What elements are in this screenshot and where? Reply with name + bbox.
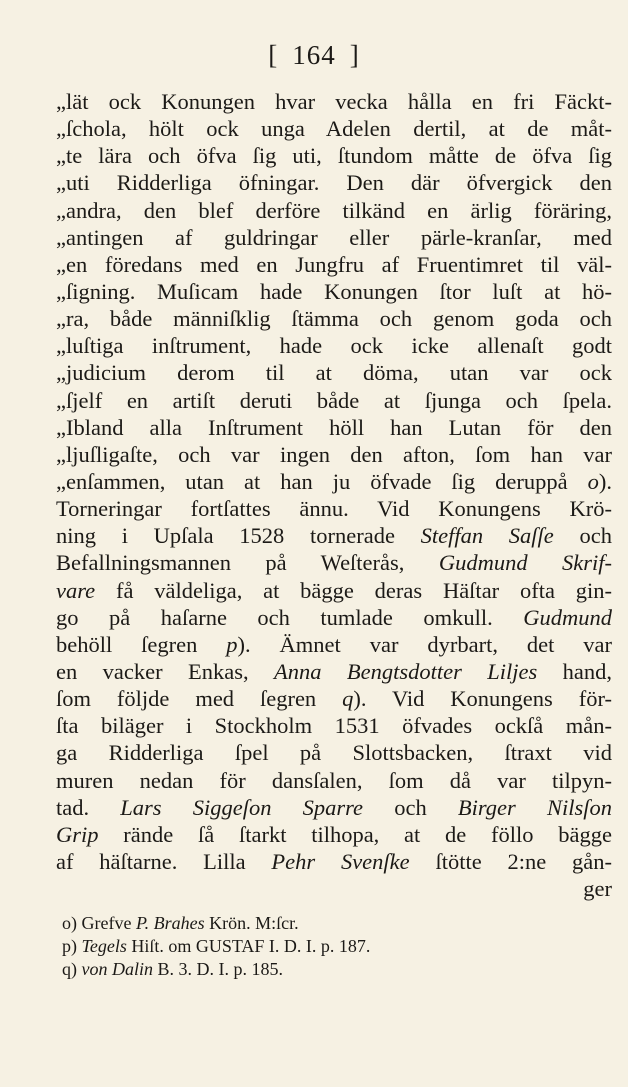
text-line xyxy=(56,142,612,169)
text-run: „ſigning. Muſicam hade Konungen ſtor luſt at hö- xyxy=(56,278,612,304)
text-run: ſta biläger i Stockholm 1531 öfvades ockſå mån- xyxy=(56,713,612,739)
text-run: B. 3. D. I. p. 185. xyxy=(153,959,283,979)
italic-text: Grip xyxy=(56,821,99,847)
text-run: ). Vid Konungens för- xyxy=(353,686,612,712)
text-line xyxy=(56,278,612,305)
page-number: 164 xyxy=(292,40,336,70)
text-run: „uti Ridderliga öfningar. Den där öfvergick den xyxy=(56,170,612,196)
italic-text: Gudmund Skrif- xyxy=(438,550,612,576)
text-line xyxy=(56,495,612,522)
text-run: ger xyxy=(583,876,612,902)
text-run: ning i Upſala 1528 tornerade xyxy=(56,523,421,549)
text-run: p) xyxy=(62,936,82,956)
text-line xyxy=(56,305,612,332)
text-line xyxy=(56,359,612,386)
italic-text: q xyxy=(342,686,354,712)
text-run: „ra, både männiſklig ſtämma och genom goda och xyxy=(56,306,612,332)
footnotes xyxy=(62,912,602,981)
left-bracket: [ xyxy=(268,40,279,70)
text-line xyxy=(56,197,612,224)
text-run: „ſjelf en artiſt deruti både at ſjunga och ſpela. xyxy=(56,387,612,413)
text-line xyxy=(56,739,612,766)
text-line xyxy=(56,685,612,712)
text-run: „ſchola, hölt ock unga Adelen dertil, at de måt- xyxy=(56,116,612,142)
text-run: Hiſt. om GUSTAF I. D. I. p. 187. xyxy=(126,936,371,956)
text-line xyxy=(56,387,612,414)
text-run: „andra, den blef derföre tilkänd en ärlig föräring, xyxy=(56,197,612,223)
text-line xyxy=(56,414,612,441)
italic-text: vare xyxy=(56,577,96,603)
text-run: ſom följde med ſegren xyxy=(56,686,343,712)
italic-text: P. Brahes xyxy=(135,913,205,933)
text-line xyxy=(56,848,612,875)
text-run: ga Ridderliga ſpel på Slottsbacken, ſtraxt vid xyxy=(56,740,612,766)
text-run: ſtötte 2:ne gån- xyxy=(409,848,612,874)
text-line xyxy=(56,224,612,251)
text-run: Krön. M:ſcr. xyxy=(204,913,299,933)
text-run: muren nedan för dansſalen, ſom då var tilpyn- xyxy=(56,767,612,793)
text-line xyxy=(56,875,612,902)
italic-text: p xyxy=(226,631,238,657)
text-run: „en föredans med en Jungfru af Fruentimret til väl- xyxy=(56,251,612,277)
text-run: ). xyxy=(598,468,612,494)
italic-text: Lars Siggeſon Sparre xyxy=(120,794,364,820)
italic-text: Pehr Svenſke xyxy=(271,848,410,874)
text-line xyxy=(56,549,612,576)
text-run: hand, xyxy=(537,658,612,684)
text-run: Torneringar fortſattes ännu. Vid Konungens Krö- xyxy=(56,496,612,522)
text-line xyxy=(56,468,612,495)
text-line xyxy=(56,441,612,468)
text-run: och xyxy=(553,523,612,549)
text-line xyxy=(56,88,612,115)
text-run: „judicium derom til at döma, utan var ock xyxy=(56,360,612,386)
text-run: „antingen af guldringar eller pärle-kranſar, med xyxy=(56,224,612,250)
right-bracket: ] xyxy=(349,40,360,70)
text-run: q) xyxy=(62,959,82,979)
italic-text: Steffan Saſſe xyxy=(420,523,554,549)
text-run: tad. xyxy=(56,794,121,820)
text-run: och xyxy=(363,794,458,820)
text-run: „lät ock Konungen hvar vecka hålla en fri Fäckt- xyxy=(56,89,612,114)
text-line xyxy=(56,658,612,685)
text-line xyxy=(56,712,612,739)
page-header xyxy=(0,40,628,71)
text-run: behöll ſegren xyxy=(56,631,227,657)
text-line xyxy=(56,767,612,794)
text-run: „enſammen, utan at han ju öfvade ſig deruppå xyxy=(56,468,588,494)
text-run: „ljuſligaſte, och var ingen den afton, ſom han var xyxy=(56,441,612,467)
italic-text: von Dalin xyxy=(81,959,153,979)
text-run: „luſtiga inſtrument, hade ock icke allenaſt godt xyxy=(56,333,612,359)
text-run: o) Grefve xyxy=(62,913,136,933)
text-line xyxy=(56,115,612,142)
text-line xyxy=(56,522,612,549)
italic-text: Anna Bengtsdotter Liljes xyxy=(273,658,538,684)
text-run: en vacker Enkas, xyxy=(56,658,274,684)
text-run: af häſtarne. Lilla xyxy=(56,848,272,874)
text-run: ). Ämnet var dyrbart, det var xyxy=(237,631,612,657)
italic-text: o xyxy=(587,468,599,494)
italic-text: Gudmund xyxy=(523,604,612,630)
text-run: „te lära och öfva ſig uti, ſtundom måtte de öfva ſig xyxy=(56,143,612,169)
text-line xyxy=(56,169,612,196)
footnote xyxy=(62,912,602,935)
text-line xyxy=(56,251,612,278)
text-line xyxy=(56,794,612,821)
body-text xyxy=(56,88,612,902)
italic-text: Tegels xyxy=(81,936,127,956)
text-run: få väldeliga, at bägge deras Häſtar ofta gin- xyxy=(95,577,612,603)
text-run: rände ſå ſtarkt tilhopa, at de föllo bägge xyxy=(98,821,612,847)
footnote xyxy=(62,958,602,981)
text-run: go på haſarne och tumlade omkull. xyxy=(56,604,524,630)
text-line xyxy=(56,604,612,631)
italic-text: Birger Nilsſon xyxy=(457,794,612,820)
text-run: Befallningsmannen på Weſterås, xyxy=(56,550,439,576)
text-line xyxy=(56,631,612,658)
text-line xyxy=(56,577,612,604)
footnote xyxy=(62,935,602,958)
text-run: „Ibland alla Inſtrument höll han Lutan för den xyxy=(56,414,612,440)
text-line xyxy=(56,332,612,359)
text-line xyxy=(56,821,612,848)
